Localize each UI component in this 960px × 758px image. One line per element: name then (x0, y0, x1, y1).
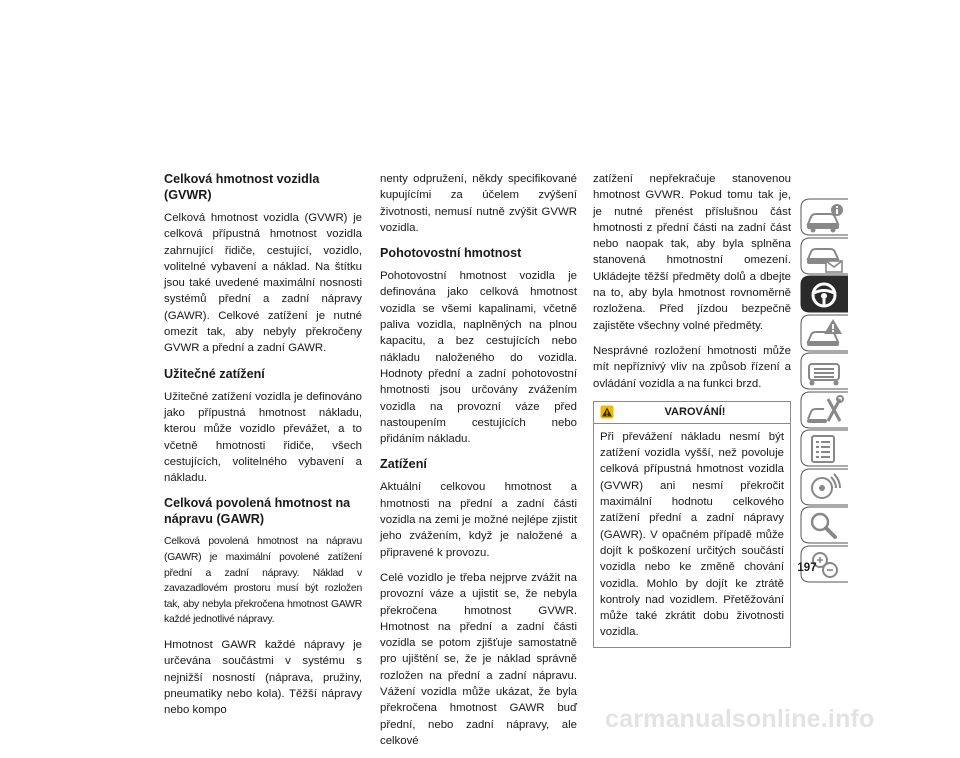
paragraph-loading-weighing: Aktuální celkovou hmotnost a hmotnosti na přední a zadní části vozidla na zemi je možné nejlépe zjistit jeho zvážením, když je naložené a připravené k provozu. (380, 481, 577, 559)
paragraph-gvwr: Celková hmotnost vozidla (GVWR) je celková přípustná hmotnost vozidla zahrnující řidiče, cestující, vozidlo, volitelné vybavení a náklad. Na štítku jsou také uvedené maximální nosnosti systémů přední a zadní nápravy (GAWR). Celkové zatížení je nutné omezit tak, aby nebyly překročeny GVWR a přední a zadní GAWR. (164, 212, 362, 355)
warning-triangle-icon (600, 405, 614, 419)
warning-header (594, 402, 790, 424)
section-heading-payload: Užitečné zatížení (164, 366, 265, 381)
section-heading-loading: Zatížení (380, 457, 427, 472)
car-grille-icon (800, 352, 848, 390)
paragraph-improper-distribution: Nesprávné rozložení hmotnosti může mít nepříznivý vliv na způsob řízení a ovládání vozidla a na funkci brzd. (593, 344, 791, 390)
paragraph-load-distribution: zatížení nepřekračuje stanovenou hmotnost GVWR. Pokud tomu tak je, je nutné přenést příslušnou část hmotnosti z přední části na zadní část nebo naopak tak, aby byla splněna stanovená hmotnostní omezení. Ukládejte těžší předměty dolů a dbejte na to, aby byla hmotnost rovnoměrně rozložena. Před jízdou bezpečně zajistěte všechny volné předměty. (593, 173, 791, 332)
warning-body (594, 424, 790, 647)
tab-car-info[interactable] (800, 198, 848, 237)
warning-box (593, 401, 791, 648)
tab-multimedia[interactable] (800, 468, 848, 507)
chapter-tabs (800, 198, 848, 583)
magnifier-icon (800, 506, 848, 544)
tab-steering-active[interactable] (800, 275, 848, 314)
watermark: carmanualsonline.info (605, 705, 875, 733)
paragraph-gawr-components: Hmotnost GAWR každé nápravy je určevána součástmi v systému s nejnižší nosností (náprava, pružiny, pneumatiky nebo kola). Těžší nápravy nebo kompo (164, 639, 362, 717)
tab-list-document[interactable] (800, 429, 848, 468)
section-heading-curb-weight: Pohotovostní hmotnost (380, 246, 522, 261)
paragraph-loading-scale: Celé vozidlo je třeba nejprve zvážit na provozní váze a ujistit se, že nebyla překročena hmotnost GVWR. Hmotnost na přední a zadní části vozidla se potom zjišťuje samostatně pro ujištění se, že je náklad správně rozložen na přední a zadní nápravu. Vážení vozidla může ukázat, že byla překročena hmotnost GAWR buď přední, nebo zadní nápravy, ale celkové (380, 571, 577, 747)
paragraph-gawr-definition: Celková povolená hmotnost na nápravu (GAWR) je maximální povolené zatížení přední a zadní nápravy. Náklad v zavazadlovém prostoru musí být rozložen tak, aby nebyla překročena hmotnost GAWR každé jednotlivé nápravy. (164, 536, 362, 626)
page-number: 197 (797, 562, 817, 574)
steering-wheel-icon (800, 275, 848, 313)
tab-car-grille[interactable] (800, 352, 848, 391)
paragraph-suspension: nenty odpružení, někdy specifikované kupujícími za účelem zvýšení životnosti, nemusí nutně zvýšit GVWR vozidla. (380, 173, 577, 234)
paragraph-payload: Užitečné zatížení vozidla je definováno jako přípustná hmotnost nákladu, kterou může vozidlo převážet, a to včetně hmotnosti řidiče, všech cestujících, volitelného vybavení a nákladu. (164, 390, 362, 485)
tab-car-mail[interactable] (800, 237, 848, 276)
tab-car-warning[interactable] (800, 314, 848, 353)
warning-title: VAROVÁNÍ! (664, 405, 726, 418)
list-document-icon (800, 429, 848, 467)
section-heading-gvwr: Celková hmotnost vozidla (GVWR) (164, 172, 320, 202)
text-column-3 (593, 171, 791, 648)
warning-text: Při převážení nákladu nesmí být zatížení vozidla vyšší, než povoluje celková přípustná hmotnost vozidla (GVWR) ani nesmí překročit maximální hodnotu celkového zatížení přední a zadní nápravy (GAWR). V opačném případě může dojít k poškození určitých součástí vozidla nebo ke změně chování vozidla. Mohlo by dojít ke ztrátě kontroly nad vozidlem. Přetěžování může také zkrátit dobu životnosti vozidla. (600, 430, 784, 639)
tab-magnifier[interactable] (800, 506, 848, 545)
text-column-2 (380, 171, 577, 758)
car-mail-icon (800, 237, 848, 275)
tab-car-tools[interactable] (800, 391, 848, 430)
car-warning-icon (800, 314, 848, 352)
multimedia-icon (800, 468, 848, 506)
text-column-1 (164, 171, 362, 728)
car-tools-icon (800, 391, 848, 429)
section-heading-gawr: Celková povolená hmotnost na nápravu (GAWR) (164, 496, 351, 527)
paragraph-curb-weight: Pohotovostní hmotnost vozidla je definována jako celková hmotnost vozidla se všemi kapalinami, včetně paliva vozidla, naplněných na plnou kapacitu, a bez cestujících nebo nákladu naloženého do vozidla. Hodnoty přední a zadní pohotovostní hmotnosti jsou určovány zvážením vozidla na provozní váze před nastoupením cestujících nebo přidáním nákladu. (380, 270, 577, 446)
car-info-icon (800, 198, 848, 236)
